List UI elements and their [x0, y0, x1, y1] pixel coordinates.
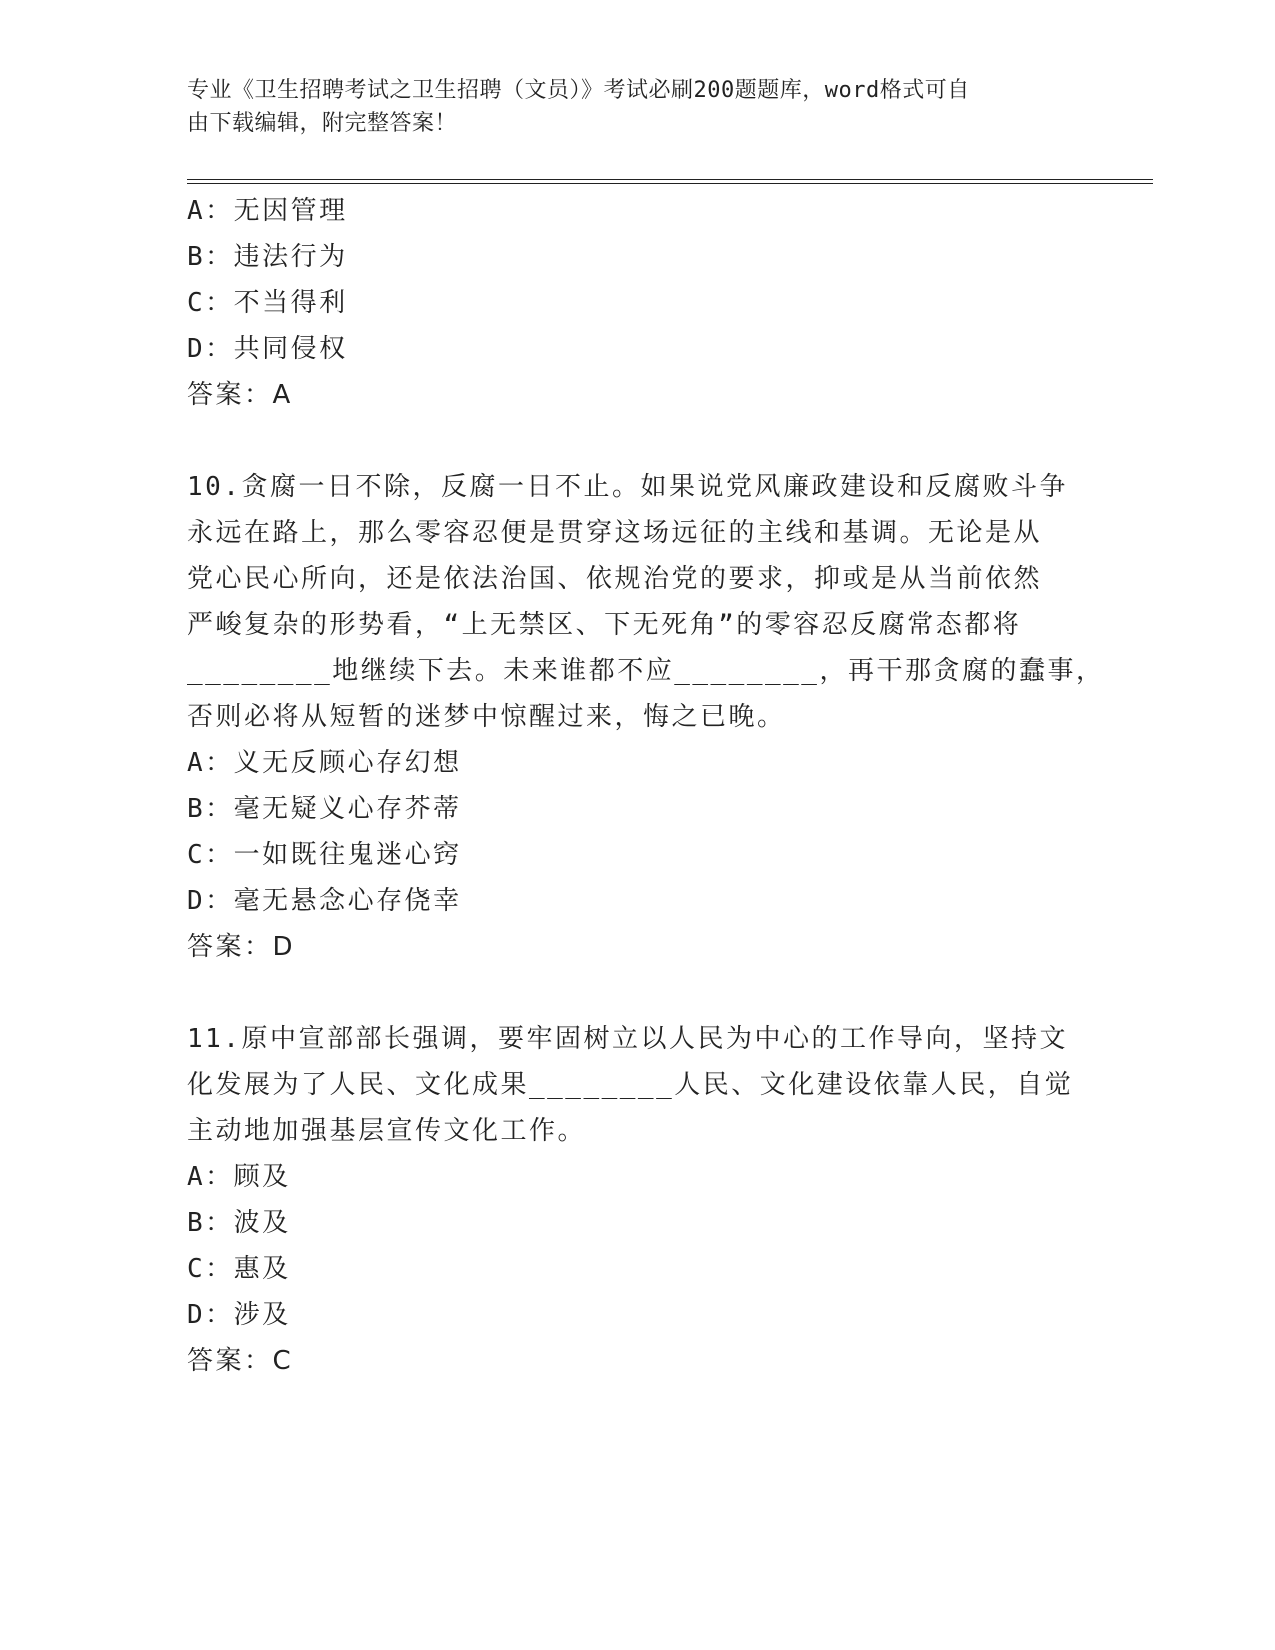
question-text-line: 党心民心所向，还是依法治国、依规治党的要求，抑或是从当前依然 [187, 564, 1043, 594]
option-a: A：无因管理 [187, 196, 348, 226]
question-text-line: 10.贪腐一日不除，反腐一日不止。如果说党风廉政建设和反腐败斗争 [187, 472, 1068, 502]
question-text-line: 严峻复杂的形势看，“上无禁区、下无死角”的零容忍反腐常态都将 [187, 610, 1022, 640]
answer: 答案：A [187, 380, 293, 410]
question-10 [187, 464, 1105, 970]
option-b: B：违法行为 [187, 242, 348, 272]
answer: 答案：D [187, 932, 296, 962]
question-text-line: 化发展为了人民、文化成果________人民、文化建设依靠人民，自觉 [187, 1070, 1074, 1100]
option-c: C：一如既往鬼迷心窍 [187, 840, 462, 870]
header-line-2: 由下载编辑，附完整答案！ [187, 111, 458, 136]
option-c: C：惠及 [187, 1254, 291, 1284]
option-b: B：波及 [187, 1208, 291, 1238]
header-rule-bottom [187, 183, 1153, 184]
spacer [187, 970, 1087, 1016]
question-9 [187, 188, 1087, 418]
question-text-line: 11.原中宣部部长强调，要牢固树立以人民为中心的工作导向，坚持文 [187, 1024, 1068, 1054]
option-d: D：共同侵权 [187, 334, 348, 364]
question-text-line: 永远在路上，那么零容忍便是贯穿这场远征的主线和基调。无论是从 [187, 518, 1043, 548]
option-d: D：毫无悬念心存侥幸 [187, 886, 462, 916]
option-a: A：义无反顾心存幻想 [187, 748, 462, 778]
option-a: A：顾及 [187, 1162, 291, 1192]
header-rule-top [187, 179, 1153, 180]
option-d: D：涉及 [187, 1300, 291, 1330]
spacer [187, 418, 1087, 464]
option-b: B：毫无疑义心存芥蒂 [187, 794, 462, 824]
question-text-line: 否则必将从短暂的迷梦中惊醒过来，悔之已晚。 [187, 702, 786, 732]
answer: 答案：C [187, 1346, 294, 1376]
document-body [187, 188, 1105, 1384]
question-text-line: 主动地加强基层宣传文化工作。 [187, 1116, 587, 1146]
question-text-line: ________地继续下去。未来谁都不应________，再干那贪腐的蠢事， [187, 656, 1105, 686]
document-header [187, 74, 1077, 140]
question-11 [187, 1016, 1087, 1384]
header-line-1: 专业《卫生招聘考试之卫生招聘（文员）》考试必刷200题题库，word格式可自 [187, 78, 970, 103]
option-c: C：不当得利 [187, 288, 348, 318]
